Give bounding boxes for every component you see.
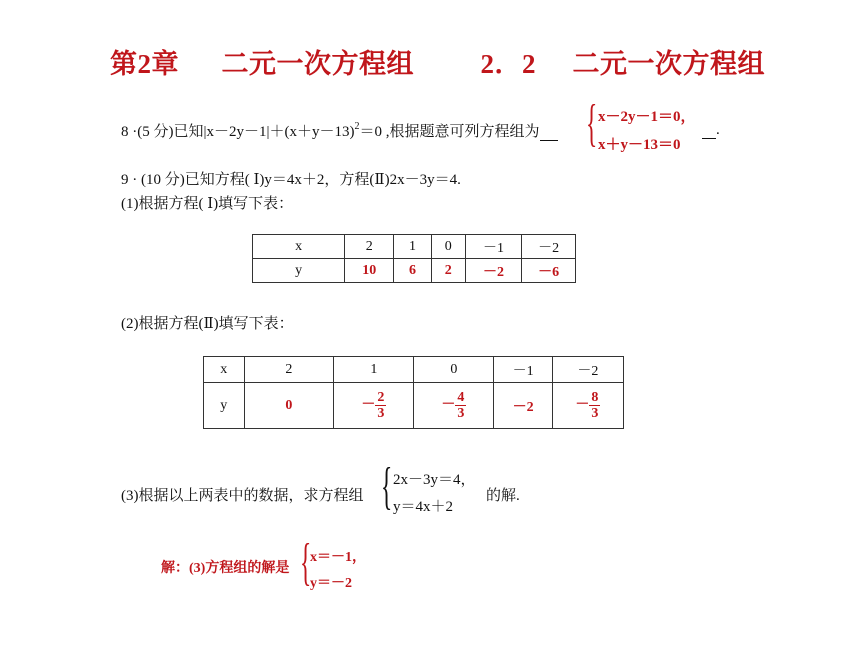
table-1-y-row <box>253 259 576 283</box>
table-cell: －6 <box>522 259 576 283</box>
fraction-cell <box>414 383 494 429</box>
fraction-sign: － <box>575 397 590 413</box>
table-2-y-row <box>204 383 624 429</box>
q8-superscript: 2 <box>354 121 360 132</box>
q9-part3-system <box>381 458 481 515</box>
table-1-y-label: y <box>253 259 345 283</box>
chapter-title: 二元一次方程组 <box>221 49 414 79</box>
fraction-denominator: 3 <box>457 406 465 421</box>
q8-text-a: 8 ·(5 分)已知|x－2y－1|＋(x＋y－13) <box>121 124 355 140</box>
fraction-denominator: 3 <box>591 406 599 421</box>
table-cell: －2 <box>494 383 552 429</box>
table-cell: 2 <box>244 357 334 383</box>
fraction-cell <box>334 383 414 429</box>
table-cell: 0 <box>414 357 494 383</box>
fraction-sign: － <box>441 397 456 413</box>
solution-system <box>300 534 380 592</box>
table-cell: 2 <box>345 235 394 259</box>
solution-eq2: y＝－2 <box>310 576 352 591</box>
q8-end <box>702 122 720 139</box>
table-cell: －2 <box>465 259 522 283</box>
part3-eq2: y＝4x＋2 <box>393 499 454 515</box>
q8-period: . <box>716 122 720 138</box>
q9-part3-end: 的解. <box>486 488 520 504</box>
table-cell: 6 <box>394 259 432 283</box>
table-2 <box>203 356 624 429</box>
table-2-x-label: x <box>204 357 245 383</box>
q9-part1: (1)根据方程( Ⅰ)填写下表： <box>121 196 294 212</box>
table-cell: 1 <box>334 357 414 383</box>
fraction-sign: － <box>361 397 376 413</box>
fraction-numerator: 8 <box>591 390 599 405</box>
table-1-x-label: x <box>253 235 345 259</box>
table-cell: 1 <box>394 235 432 259</box>
table-cell: 10 <box>345 259 394 283</box>
part3-eq1: 2x－3y＝4， <box>393 472 476 488</box>
section-title: 二元一次方程组 <box>572 49 765 79</box>
fraction-numerator: 2 <box>377 390 385 405</box>
q8-answer-eq2: x＋y－13＝0 <box>598 137 681 153</box>
table-cell: －2 <box>552 357 623 383</box>
solution-eq1: x＝－1， <box>310 550 366 565</box>
q8-blank-right <box>702 138 716 139</box>
q8-text-b: ＝0 ,根据题意可列方程组为 <box>359 124 540 140</box>
page-header <box>110 42 765 81</box>
table-cell: 2 <box>431 259 465 283</box>
fraction <box>375 390 386 421</box>
q9-part3-text: (3)根据以上两表中的数据，求方程组 <box>121 488 364 504</box>
section-number: 2．2 <box>480 49 536 79</box>
table-cell: －2 <box>522 235 576 259</box>
table-2-y-label: y <box>204 383 245 429</box>
solution-label: 解：(3)方程组的解是 <box>161 561 290 576</box>
q9-intro: 9 · (10 分)已知方程( Ⅰ)y＝4x＋2，方程(Ⅱ)2x－3y＝4. <box>121 172 461 188</box>
fraction <box>589 390 600 421</box>
fraction-cell <box>552 383 623 429</box>
q9-part2: (2)根据方程(Ⅱ)填写下表： <box>121 316 294 332</box>
table-cell: 0 <box>244 383 334 429</box>
table-cell: 0 <box>431 235 465 259</box>
table-cell: －1 <box>465 235 522 259</box>
table-cell: －1 <box>494 357 552 383</box>
chapter-number: 第2章 <box>110 49 179 79</box>
q8-answer-eq1: x－2y－1＝0， <box>598 109 696 125</box>
q8-blank-left <box>540 140 558 141</box>
table-1 <box>252 234 576 283</box>
fraction-denominator: 3 <box>377 406 385 421</box>
table-1-x-row <box>253 235 576 259</box>
q8-brace: { <box>586 95 598 152</box>
question-8 <box>121 120 558 141</box>
part3-brace: { <box>381 458 393 515</box>
table-2-x-row <box>204 357 624 383</box>
fraction-numerator: 4 <box>457 390 465 405</box>
fraction <box>455 390 466 421</box>
solution-brace: { <box>300 534 312 591</box>
